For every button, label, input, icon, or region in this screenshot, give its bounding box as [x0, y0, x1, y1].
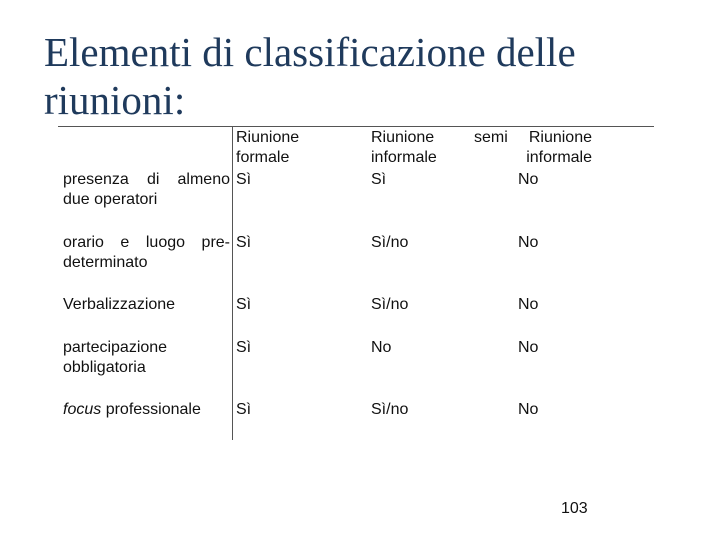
row-4-label-line2: obbligatoria [63, 359, 146, 376]
header-informale [371, 128, 437, 168]
row-3-formale: Sì [236, 296, 252, 313]
header-semi-informale [474, 128, 592, 168]
row-1-semi-informale: No [518, 171, 539, 188]
row-4-label [63, 338, 167, 378]
row-5-label [63, 400, 201, 420]
page-number: 103 [561, 500, 588, 517]
header-semi-line1: semi Riunione [474, 129, 592, 146]
row-1-informale: Sì [371, 171, 387, 188]
row-1-formale: Sì [236, 171, 252, 188]
slide-title: Elementi di classificazione delle riunioni: [44, 29, 576, 123]
row-5-formale: Sì [236, 401, 252, 418]
row-3-semi-informale: No [518, 296, 539, 313]
row-2-label [63, 233, 230, 273]
header-informale-line2: informale [371, 149, 437, 166]
row-3-label: Verbalizzazione [63, 296, 176, 313]
row-2-informale: Sì/no [371, 234, 409, 251]
row-5-label-italic: focus [63, 401, 102, 418]
row-3-informale: Sì/no [371, 296, 409, 313]
row-1-label-line1: presenza di almeno [63, 171, 230, 188]
table-column-divider [232, 126, 233, 440]
row-5-semi-informale: No [518, 401, 539, 418]
row-1-label [63, 170, 230, 210]
header-formale [236, 128, 299, 168]
row-5-informale: Sì/no [371, 401, 409, 418]
row-5-label-rest: professionale [101, 401, 201, 418]
row-2-semi-informale: No [518, 234, 539, 251]
row-2-label-line2: determinato [63, 254, 148, 271]
table-top-rule [58, 126, 654, 127]
row-2-label-line1: orario e luogo pre- [63, 234, 230, 251]
row-1-label-line2: due operatori [63, 191, 158, 208]
row-4-semi-informale: No [518, 339, 539, 356]
row-4-label-line1: partecipazione [63, 339, 168, 356]
header-formale-line2: formale [236, 149, 290, 166]
header-informale-line1: Riunione [371, 129, 435, 146]
header-formale-line1: Riunione [236, 129, 300, 146]
row-2-formale: Sì [236, 234, 252, 251]
row-4-informale: No [371, 339, 392, 356]
header-semi-line2: informale [526, 149, 592, 166]
row-4-formale: Sì [236, 339, 252, 356]
